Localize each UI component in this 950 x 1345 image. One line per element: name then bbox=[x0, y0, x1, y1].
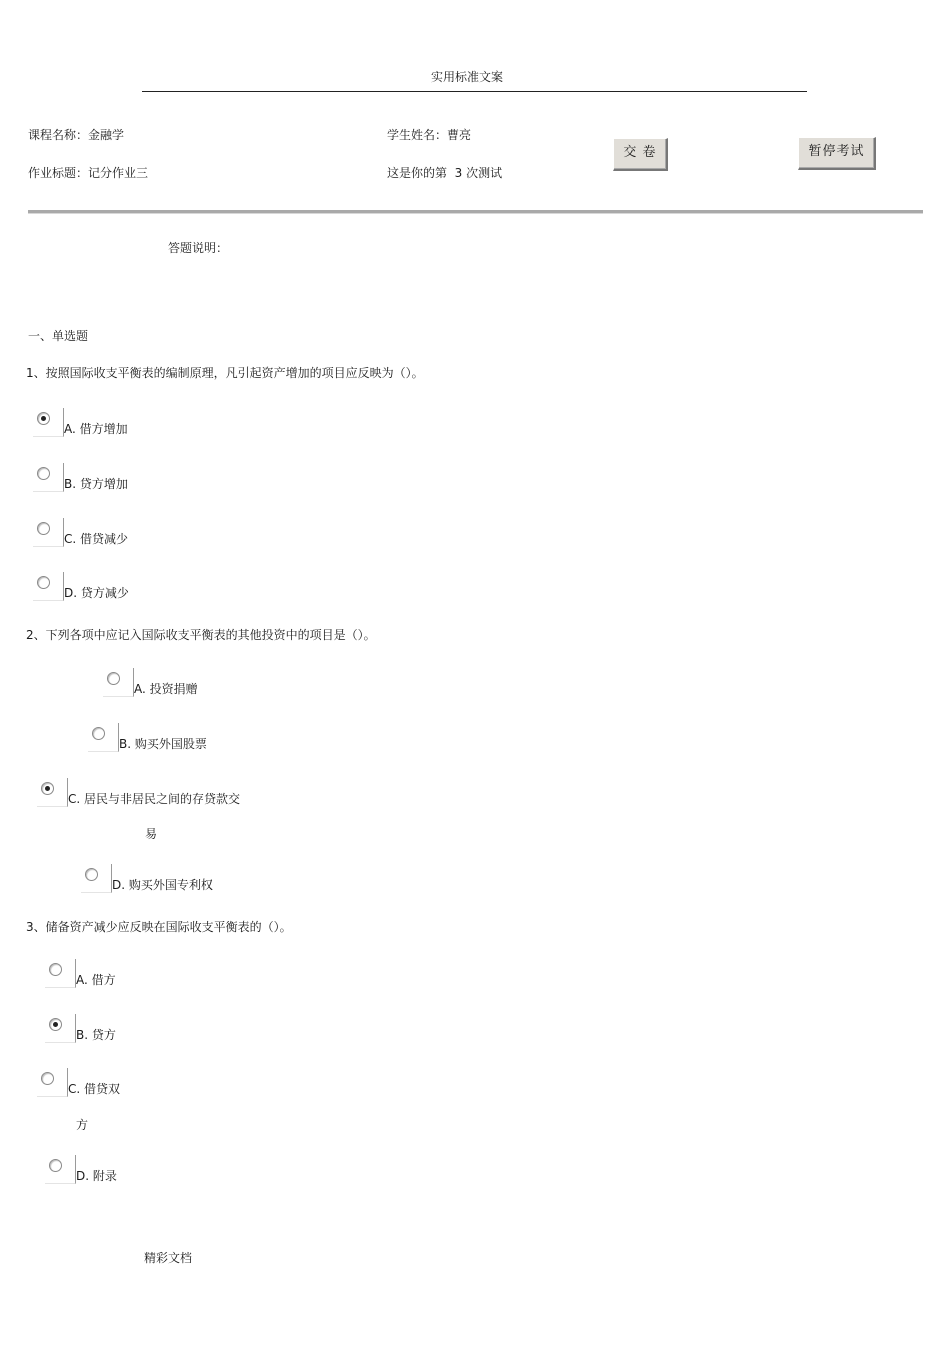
option-label: D. 购买外国专利权 bbox=[112, 878, 213, 892]
course-value: 金融学 bbox=[88, 128, 125, 142]
option-label-continued: 方 bbox=[76, 1118, 89, 1132]
document-footer: 精彩文档 bbox=[144, 1251, 193, 1265]
attempt-number: 3 bbox=[454, 166, 463, 180]
radio-button[interactable] bbox=[107, 672, 120, 685]
option-label-continued: 易 bbox=[145, 827, 158, 841]
radio-button[interactable] bbox=[37, 522, 50, 535]
course-name bbox=[28, 126, 124, 143]
option-label: B. 贷方 bbox=[76, 1028, 116, 1042]
radio-button-selected[interactable] bbox=[41, 782, 54, 795]
option-label: D. 贷方减少 bbox=[64, 586, 129, 600]
question-2-stem: 2、下列各项中应记入国际收支平衡表的其他投资中的项目是（）。 bbox=[26, 628, 376, 642]
pause-exam-button[interactable]: 暂停考试 bbox=[798, 137, 876, 170]
attempt-count bbox=[387, 164, 502, 181]
option-label: B. 贷方增加 bbox=[64, 477, 128, 491]
header-divider bbox=[142, 91, 807, 92]
question-3-stem: 3、储备资产减少应反映在国际收支平衡表的（）。 bbox=[26, 920, 292, 934]
radio-button[interactable] bbox=[49, 1159, 62, 1172]
course-label: 课程名称： bbox=[28, 128, 89, 142]
homework-value: 记分作业三 bbox=[88, 166, 149, 180]
homework-label: 作业标题： bbox=[28, 166, 89, 180]
student-value: 曹亮 bbox=[447, 128, 472, 142]
submit-exam-button[interactable]: 交 卷 bbox=[613, 138, 668, 171]
radio-button[interactable] bbox=[49, 963, 62, 976]
attempt-suffix: 次测试 bbox=[466, 166, 503, 180]
option-label: B. 购买外国股票 bbox=[119, 737, 207, 751]
option-label: A. 投资捐赠 bbox=[134, 682, 198, 696]
student-name bbox=[387, 126, 471, 143]
option-label: A. 借方增加 bbox=[64, 422, 128, 436]
option-label: C. 居民与非居民之间的存贷款交 bbox=[68, 792, 241, 806]
option-label: C. 借贷双 bbox=[68, 1082, 121, 1096]
homework-title bbox=[28, 164, 148, 181]
option-label: D. 附录 bbox=[76, 1169, 117, 1183]
question-1-stem: 1、按照国际收支平衡表的编制原理，凡引起资产增加的项目应反映为（）。 bbox=[26, 366, 424, 380]
info-divider bbox=[28, 210, 923, 214]
option-label: A. 借方 bbox=[76, 973, 116, 987]
student-label: 学生姓名： bbox=[387, 128, 448, 142]
radio-button[interactable] bbox=[92, 727, 105, 740]
radio-button[interactable] bbox=[37, 467, 50, 480]
radio-button[interactable] bbox=[85, 868, 98, 881]
radio-button[interactable] bbox=[37, 576, 50, 589]
radio-button-selected[interactable] bbox=[49, 1018, 62, 1031]
document-header-title: 实用标准文案 bbox=[431, 70, 504, 84]
radio-button[interactable] bbox=[41, 1072, 54, 1085]
attempt-prefix: 这是你的第 bbox=[387, 166, 448, 180]
option-label: C. 借贷减少 bbox=[64, 532, 129, 546]
instructions-label: 答题说明： bbox=[168, 241, 229, 255]
section-heading: 一、单选题 bbox=[28, 329, 89, 343]
radio-button-selected[interactable] bbox=[37, 412, 50, 425]
